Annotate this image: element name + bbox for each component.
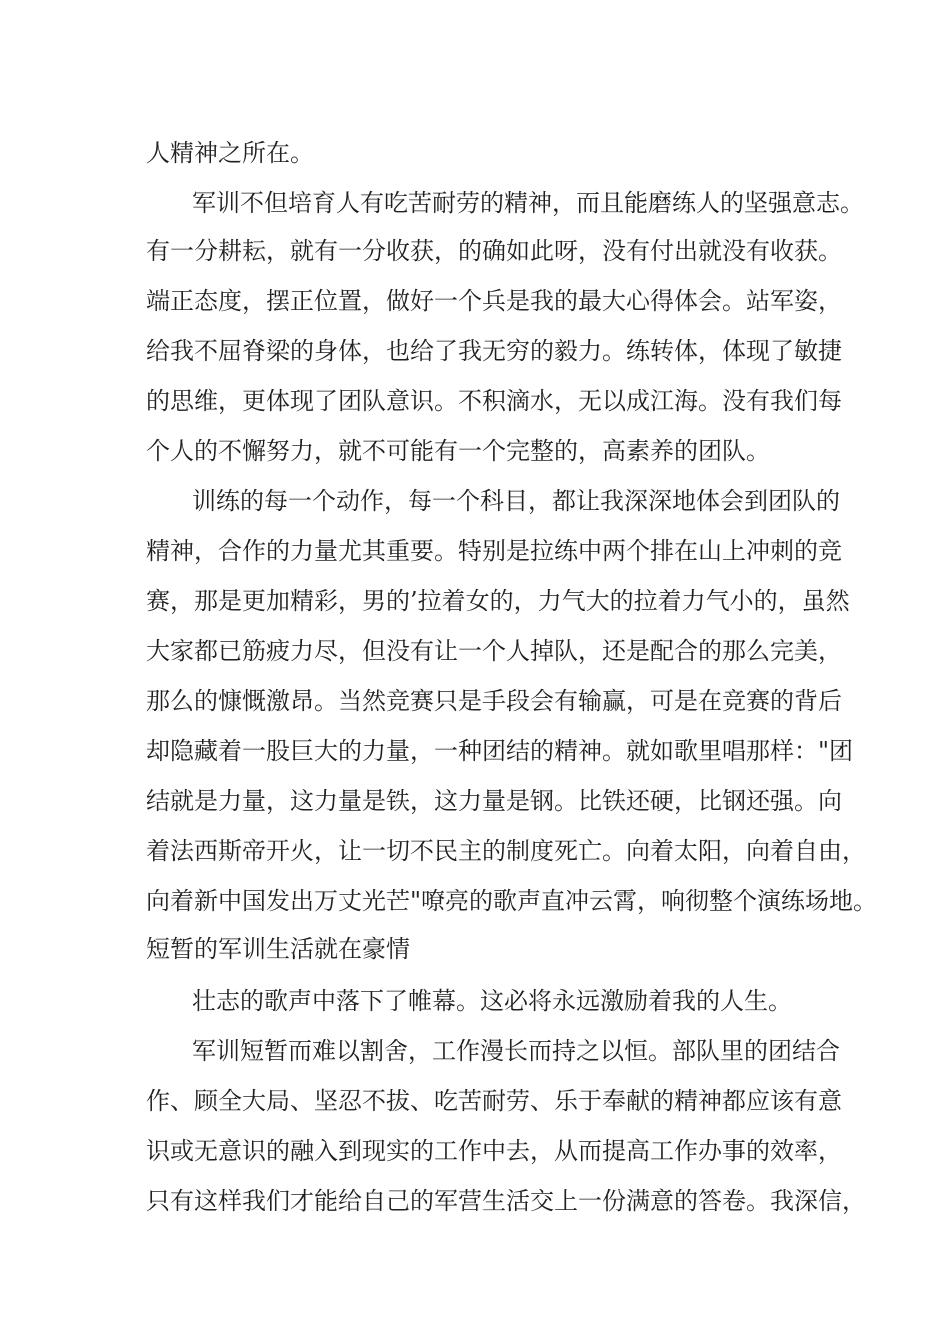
text-line: 却隐藏着一股巨大的力量，一种团结的精神。就如歌里唱那样："团: [146, 737, 854, 765]
text-line: 着法西斯帝开火，让一切不民主的制度死亡。向着太阳，向着自由，: [146, 837, 866, 865]
text-line: 个人的不懈努力，就不可能有一个完整的，高素养的团队。: [146, 437, 770, 465]
text-line: 作、顾全大局、坚忍不拔、吃苦耐劳、乐于奉献的精神都应该有意: [146, 1087, 842, 1115]
text-line: 训练的每一个动作，每一个科目，都让我深深地体会到团队的: [192, 487, 840, 515]
text-line: 端正态度，摆正位置，做好一个兵是我的最大心得体会。站军姿，: [146, 287, 842, 315]
text-line: 向着新中国发出万丈光芒"嘹亮的歌声直冲云霄，响彻整个演练场地。: [146, 887, 878, 915]
text-line: 精神，合作的力量尤其重要。特别是拉练中两个排在山上冲刺的竞: [146, 537, 842, 565]
text-line: 识或无意识的融入到现实的工作中去，从而提高工作办事的效率，: [146, 1137, 842, 1165]
text-line: 只有这样我们才能给自己的军营生活交上一份满意的答卷。我深信，: [146, 1187, 866, 1215]
text-line: 有一分耕耘，就有一分收获，的确如此呀，没有付出就没有收获。: [146, 237, 842, 265]
text-line: 军训短暂而难以割舍，工作漫长而持之以恒。部队里的团结合: [192, 1037, 840, 1065]
text-line: 给我不屈脊梁的身体，也给了我无穷的毅力。练转体，体现了敏捷: [146, 337, 842, 365]
text-line: 壮志的歌声中落下了帷幕。这必将永远激励着我的人生。: [192, 987, 792, 1015]
text-line: 大家都已筋疲力尽，但没有让一个人掉队，还是配合的那么完美，: [146, 637, 842, 665]
text-line: 军训不但培育人有吃苦耐劳的精神，而且能磨练人的坚强意志。: [192, 189, 864, 217]
text-line: 结就是力量，这力量是铁，这力量是钢。比铁还硬，比钢还强。向: [146, 787, 842, 815]
text-line: 赛，那是更加精彩，男的’拉着女的，力气大的拉着力气小的，虽然: [146, 587, 850, 615]
text-line: 人精神之所在。: [146, 139, 314, 167]
text-line: 的思维，更体现了团队意识。不积滴水，无以成江海。没有我们每: [146, 387, 842, 415]
text-line: 那么的慷慨激昂。当然竞赛只是手段会有输赢，可是在竞赛的背后: [146, 687, 842, 715]
text-line: 短暂的军训生活就在豪情: [146, 935, 410, 963]
